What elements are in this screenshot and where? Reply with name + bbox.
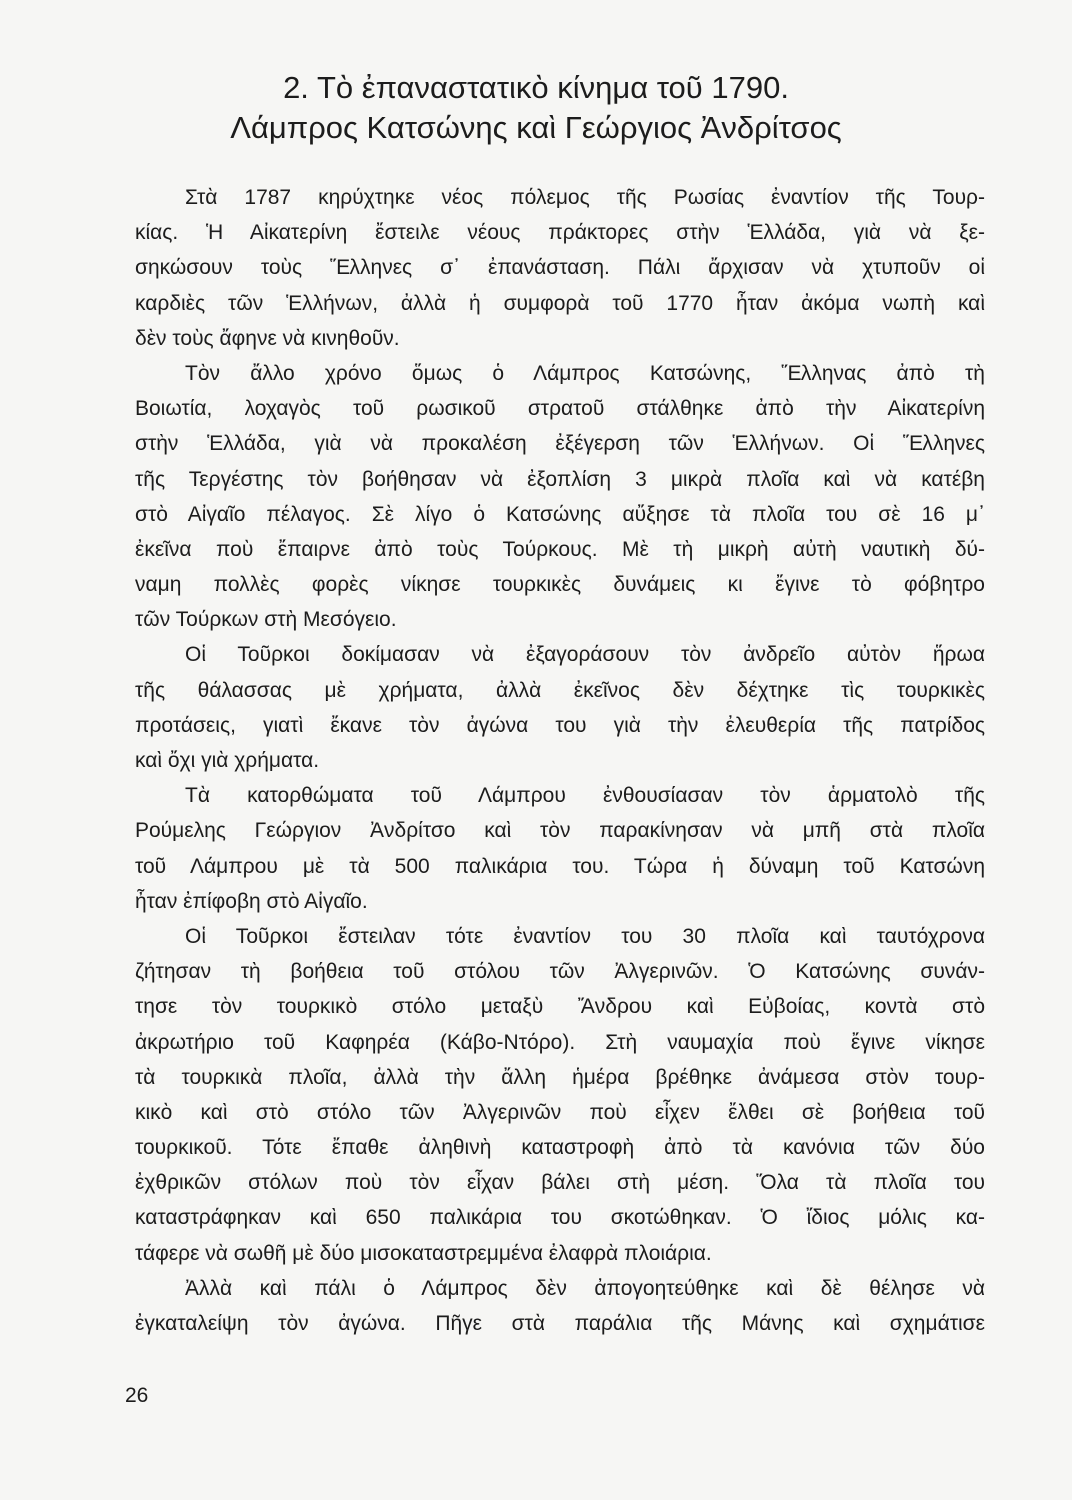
text-line: καὶ ὄχι γιὰ χρήματα.	[135, 749, 320, 772]
text-line: καταστράφηκαν καὶ 650 παλικάρια του σκοτώθηκαν. Ὁ ἴδιος μόλις κα-	[135, 1206, 985, 1230]
chapter-heading	[0, 68, 1072, 148]
text-line: δὲν τοὺς ἄφηνε νὰ κινηθοῦν.	[135, 326, 400, 350]
paragraph	[135, 1271, 985, 1341]
text-line: τῆς θάλασσας μὲ χρήματα, ἀλλὰ ἐκεῖνος δὲν δέχτηκε τὶς τουρκικὲς	[135, 678, 985, 702]
text-line: τοῦ Λάμπρου μὲ τὰ 500 παλικάρια του. Τώρα ἡ δύναμη τοῦ Κατσώνη	[135, 854, 985, 878]
text-line: ἦταν ἐπίφοβη στὸ Αἰγαῖο.	[135, 889, 368, 913]
text-line: Στὰ 1787 κηρύχτηκε νέος πόλεμος τῆς Ρωσίας ἐναντίον τῆς Τουρ-	[185, 186, 985, 209]
paragraph	[135, 180, 985, 356]
text-line: στὴν Ἑλλάδα, γιὰ νὰ προκαλέση ἐξέγερση τῶν Ἑλλήνων. Οἱ Ἕλληνες	[135, 432, 985, 456]
text-line: ζήτησαν τὴ βοήθεια τοῦ στόλου τῶν Ἀλγερινῶν. Ὁ Κατσώνης συνάν-	[135, 960, 985, 984]
text-line: κικὸ καὶ στὸ στόλο τῶν Ἀλγερινῶν ποὺ εἶχεν ἔλθει σὲ βοήθεια τοῦ	[135, 1100, 985, 1124]
body-text	[135, 180, 985, 1341]
text-line: ἐκεῖνα ποὺ ἔπαιρνε ἀπὸ τοὺς Τούρκους. Μὲ τὴ μικρὴ αὐτὴ ναυτικὴ δύ-	[135, 537, 985, 561]
text-line: κίας. Ἡ Αἰκατερίνη ἔστειλε νέους πράκτορες στὴν Ἑλλάδα, γιὰ νὰ ξε-	[135, 221, 985, 245]
text-line: στὸ Αἰγαῖο πέλαγος. Σὲ λίγο ὁ Κατσώνης αὔξησε τὰ πλοῖα του σὲ 16 μ᾽	[135, 502, 985, 526]
text-line: ἐγκαταλείψη τὸν ἀγώνα. Πῆγε στὰ παράλια τῆς Μάνης καὶ σχημάτισε	[135, 1312, 985, 1335]
text-line: τῶν Τούρκων στὴ Μεσόγειο.	[135, 608, 397, 632]
paragraph	[135, 778, 985, 919]
text-line: τάφερε νὰ σωθῆ μὲ δύο μισοκαταστρεμμένα ἐλαφρὰ πλοιάρια.	[135, 1241, 712, 1265]
text-line: καρδιὲς τῶν Ἑλλήνων, ἀλλὰ ἡ συμφορὰ τοῦ 1770 ἦταν ἀκόμα νωπὴ καὶ	[135, 291, 985, 315]
text-line: Ἀλλὰ καὶ πάλι ὁ Λάμπρος δὲν ἀπογοητεύθηκε καὶ δὲ θέλησε νὰ	[185, 1276, 985, 1300]
text-line: Τὸν ἄλλο χρόνο ὅμως ὁ Λάμπρος Κατσώνης, Ἕλληνας ἀπὸ τὴ	[185, 361, 985, 385]
text-line: τουρκικοῦ. Τότε ἔπαθε ἀληθινὴ καταστροφὴ ἀπὸ τὰ κανόνια τῶν δύο	[135, 1136, 985, 1160]
paragraph	[135, 919, 985, 1271]
paragraph	[135, 356, 985, 638]
text-line: Οἱ Τοῦρκοι ἔστειλαν τότε ἐναντίον του 30 πλοῖα καὶ ταυτόχρονα	[185, 924, 985, 948]
heading-line-2: Λάμπρος Κατσώνης καὶ Γεώργιος Ἀνδρίτσος	[230, 110, 842, 145]
text-line: ναμη πολλὲς φορὲς νίκησε τουρκικὲς δυνάμεις κι ἔγινε τὸ φόβητρο	[135, 573, 985, 597]
heading-line-1: 2. Τὸ ἐπαναστατικὸ κίνημα τοῦ 1790.	[283, 70, 789, 105]
paragraph	[135, 637, 985, 778]
text-line: ἐχθρικῶν στόλων ποὺ τὸν εἶχαν βάλει στὴ μέση. Ὅλα τὰ πλοῖα του	[135, 1171, 985, 1195]
text-line: τῆς Τεργέστης τὸν βοήθησαν νὰ ἐξοπλίση 3 μικρὰ πλοῖα καὶ νὰ κατέβη	[135, 467, 985, 491]
text-line: τησε τὸν τουρκικὸ στόλο μεταξὺ Ἄνδρου καὶ Εὐβοίας, κοντὰ στὸ	[135, 995, 985, 1019]
text-line: σηκώσουν τοὺς Ἕλληνες σ᾽ ἐπανάσταση. Πάλι ἄρχισαν νὰ χτυποῦν οἱ	[135, 256, 985, 280]
page-number: 26	[125, 1384, 149, 1407]
text-line: τὰ τουρκικὰ πλοῖα, ἀλλὰ τὴν ἄλλη ἡμέρα βρέθηκε ἀνάμεσα στὸν τουρ-	[135, 1065, 985, 1089]
text-line: Ρούμελης Γεώργιον Ἀνδρίτσο καὶ τὸν παρακίνησαν νὰ μπῆ στὰ πλοῖα	[135, 819, 985, 843]
text-line: Οἱ Τοῦρκοι δοκίμασαν νὰ ἐξαγοράσουν τὸν ἀνδρεῖο αὐτὸν ἥρωα	[185, 643, 985, 667]
text-line: Τὰ κατορθώματα τοῦ Λάμπρου ἐνθουσίασαν τὸν ἁρματολὸ τῆς	[185, 784, 985, 808]
text-line: προτάσεις, γιατὶ ἔκανε τὸν ἀγώνα του γιὰ τὴν ἐλευθερία τῆς πατρίδος	[135, 713, 985, 737]
text-line: ἀκρωτήριο τοῦ Καφηρέα (Κάβο-Ντόρο). Στὴ ναυμαχία ποὺ ἔγινε νίκησε	[135, 1030, 985, 1054]
text-line: Βοιωτία, λοχαγὸς τοῦ ρωσικοῦ στρατοῦ στάλθηκε ἀπὸ τὴν Αἰκατερίνη	[135, 397, 985, 421]
